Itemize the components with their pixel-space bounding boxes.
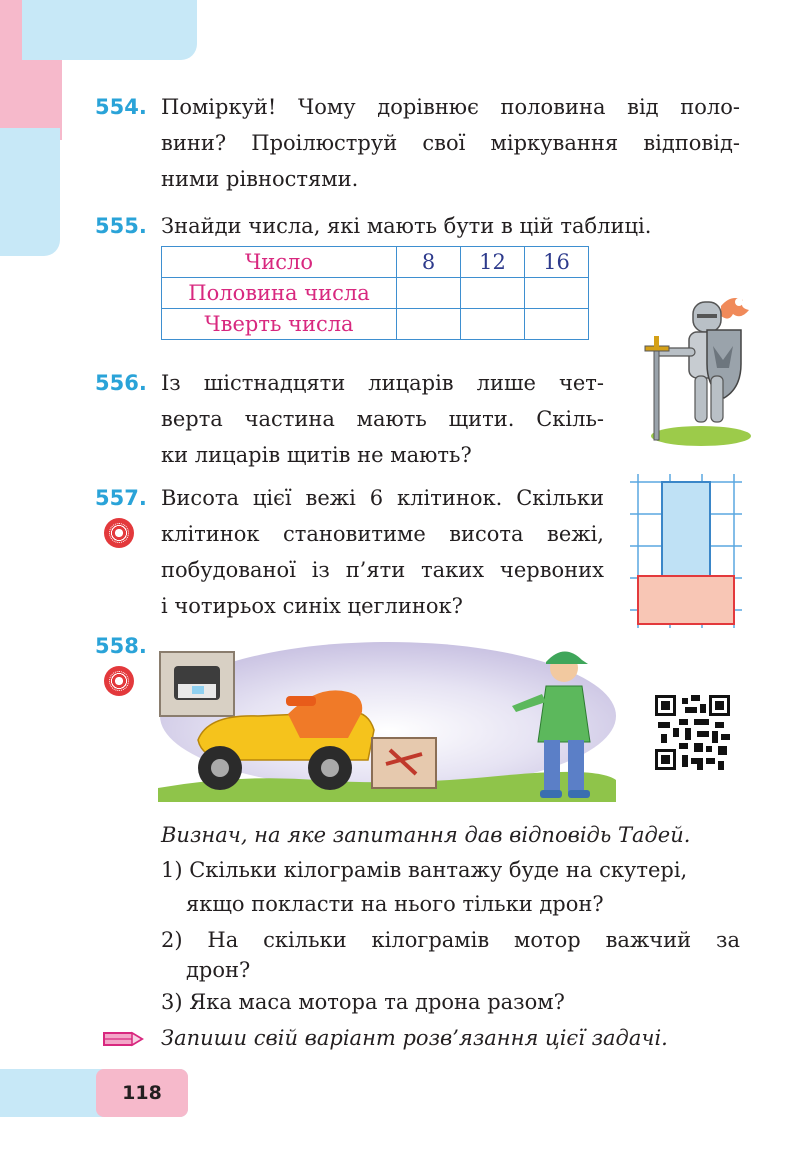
value-cell: 8 [397,247,461,278]
option-2-line-2: дрон? [186,958,251,982]
halves-table [161,246,589,340]
qr-code-icon[interactable] [655,695,730,770]
page-number: 118 [122,1082,162,1104]
option-1-line-1: 1) Скільки кілограмів вантажу буде на скутері, [161,858,688,882]
scooter-scene-illustration [158,640,616,802]
task-554-line-1: Поміркуй! Чому дорівнює половина від поло- [161,95,740,119]
tower-grid-illustration [630,474,742,628]
red-brick [638,576,734,624]
knight-illustration [635,288,753,448]
row-label-number: Число [162,247,397,278]
empty-answer-cell[interactable] [461,309,525,340]
empty-answer-cell[interactable] [397,309,461,340]
task-554-number: 554. [95,95,147,119]
task-556-number: 556. [95,371,147,395]
difficulty-gear-icon [104,666,134,696]
option-2-line-1: 2) На скільки кілограмів мотор важчий за [161,928,740,952]
task-557-number: 557. [95,486,147,510]
row-label-quarter: Чверть числа [162,309,397,340]
blue-brick [662,482,710,576]
task-557-line-1: Висота цієї вежі 6 клітинок. Скільки [161,486,604,510]
table-row [162,309,589,340]
value-cell: 16 [525,247,589,278]
option-1-line-2: якщо покласти на нього тільки дрон? [186,892,604,916]
table-row [162,247,589,278]
task-557-line-4: і чотирьох синіх цеглинок? [161,594,463,618]
task-554-line-3: ними рівностями. [161,167,359,191]
corner-decoration-blue [22,0,197,60]
empty-answer-cell[interactable] [525,278,589,309]
table-row [162,278,589,309]
task-554-line-2: вини? Проілюструй свої міркування відповід- [161,131,740,155]
row-label-half: Половина числа [162,278,397,309]
option-3: 3) Яка маса мотора та дрона разом? [161,990,565,1014]
task-557-line-2: клітинок становитиме висота вежі, [161,522,604,546]
task-558-number: 558. [95,634,147,658]
empty-answer-cell[interactable] [525,309,589,340]
pencil-icon [102,1029,146,1049]
task-556-line-2: верта частина мають щити. Скіль- [161,407,604,431]
task-555-text: Знайди числа, які мають бути в цій таблиці. [161,214,652,238]
write-task-text: Запиши свій варіант розв’язання цієї задачі. [161,1026,668,1050]
task-555-number: 555. [95,214,147,238]
empty-answer-cell[interactable] [397,278,461,309]
difficulty-gear-icon [104,518,134,548]
value-cell: 12 [461,247,525,278]
task-556-line-3: ки лицарів щитів не мають? [161,443,472,467]
task-558-question: Визнач, на яке запитання дав відповідь Тадей. [161,823,691,847]
task-557-line-3: побудованої із п’яти таких червоних [161,558,604,582]
task-556-line-1: Із шістнадцяти лицарів лише чет- [161,371,604,395]
side-decoration-blue [0,128,60,256]
empty-answer-cell[interactable] [461,278,525,309]
